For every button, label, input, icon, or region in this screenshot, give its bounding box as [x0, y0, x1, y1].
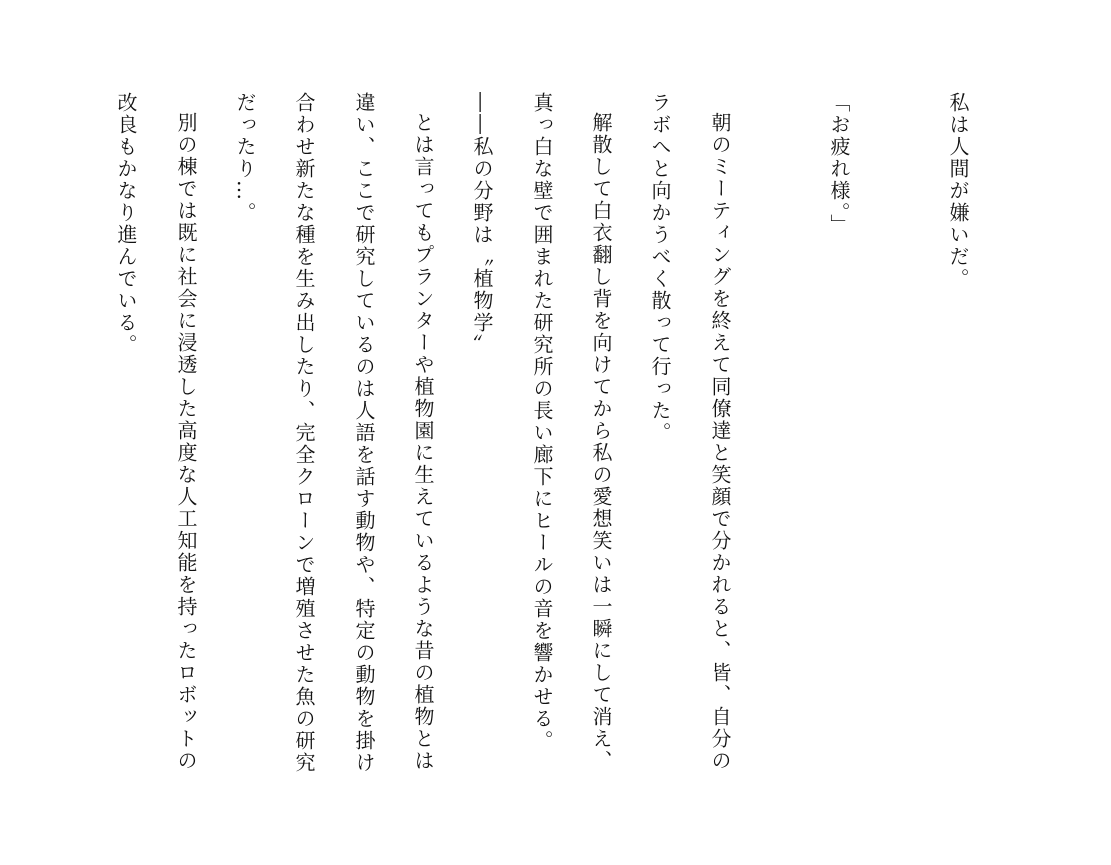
- text-line-11: だったり…。: [233, 92, 257, 224]
- text-line-3: 朝のミーティングを終えて同僚達と笑顔で分かれると、皆、自分の: [708, 112, 732, 772]
- text-line-4: ラボへと向かうべく散って行った。: [648, 92, 672, 444]
- text-line-6: 真っ白な壁で囲まれた研究所の長い廊下にヒールの音を響かせる。: [530, 92, 554, 752]
- text-line-12: 別の棟では既に社会に浸透した高度な人工知能を持ったロボットの: [174, 112, 198, 772]
- text-line-8: とは言ってもプランターや植物園に生えているような昔の植物とは: [411, 112, 435, 772]
- text-line-10: 合わせ新たな種を生み出したり、完全クローンで増殖させた魚の研究: [292, 92, 316, 774]
- text-line-2: 「お疲れ様。」: [827, 92, 851, 236]
- text-line-7: ――私の分野は〝植物学〟: [470, 92, 494, 356]
- text-line-1: 私は人間が嫌いだ。: [946, 92, 970, 290]
- text-line-13: 改良もかなり進んでいる。: [114, 92, 138, 356]
- text-line-5: 解散して白衣翻し背を向けてから私の愛想笑いは一瞬にして消え、: [589, 112, 613, 772]
- text-line-9: 違い、ここで研究しているのは人語を話す動物や、特定の動物を掛け: [352, 92, 376, 774]
